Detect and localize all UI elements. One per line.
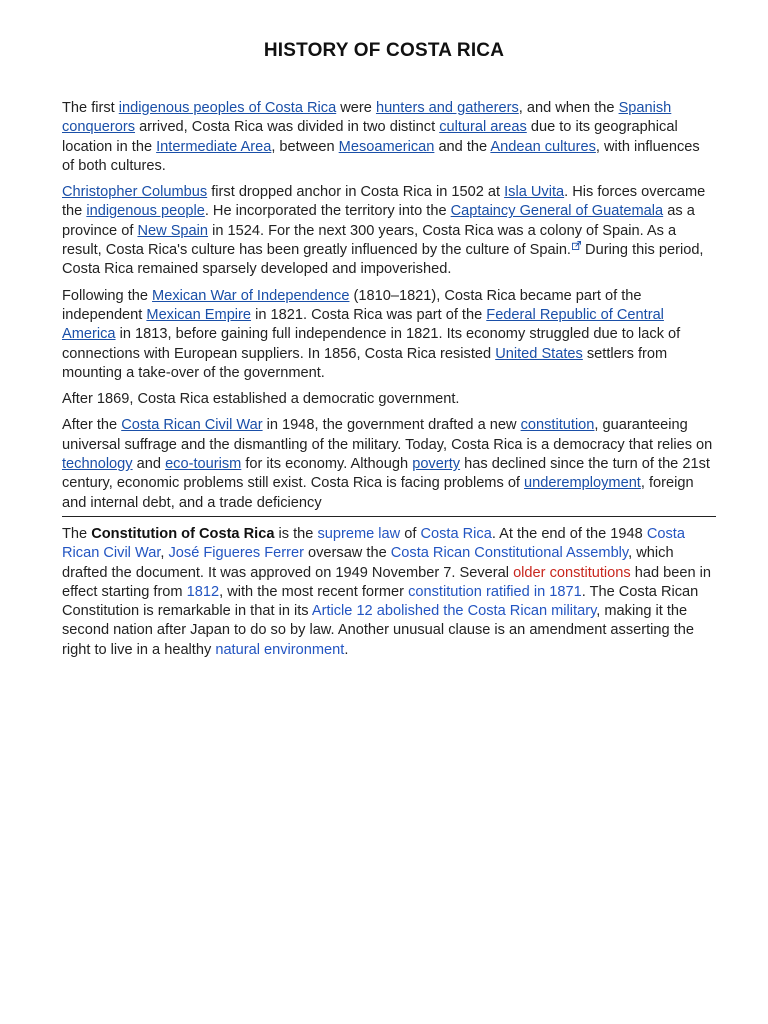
- link-mexican-empire[interactable]: Mexican Empire: [146, 306, 252, 323]
- link-mexican-war-independence[interactable]: Mexican War of Independence: [152, 287, 350, 304]
- text: ,: [160, 545, 169, 562]
- link-cultural-areas[interactable]: cultural areas: [439, 119, 527, 136]
- text: of: [400, 525, 421, 542]
- text: Following the: [62, 287, 153, 304]
- text: . At the end of the 1948: [491, 525, 647, 542]
- text: . The Costa Rican Constitution is remarkable in that in its: [62, 583, 699, 620]
- page-title: HISTORY OF COSTA RICA: [263, 40, 505, 61]
- link-isla-uvita[interactable]: Isla Uvita: [504, 184, 565, 201]
- link-hunters-gatherers[interactable]: hunters and gatherers: [375, 100, 519, 116]
- text: in 1524. For the next 300 years, Costa Rica was a colony of Spain. As a result, Costa Rica's culture has been greatly influenced by the culture of Spain.: [62, 222, 677, 259]
- external-link-icon[interactable]: [572, 241, 581, 250]
- link-technology[interactable]: technology: [62, 456, 133, 473]
- link-civil-war[interactable]: Costa Rican Civil War: [121, 417, 263, 434]
- text: is the: [274, 525, 318, 542]
- text: , and when the: [518, 100, 619, 116]
- text: for its economy. Although: [241, 456, 413, 473]
- text: The first: [62, 100, 119, 116]
- link-article-12[interactable]: Article 12 abolished the Costa Rican military: [311, 603, 597, 620]
- link-spanish[interactable]: Spanish: [618, 100, 672, 116]
- link-eco-tourism[interactable]: eco-tourism: [165, 456, 242, 473]
- link-indigenous-people[interactable]: indigenous people: [86, 203, 205, 220]
- paragraph-democracy: [62, 390, 714, 409]
- text: has declined since the turn of the 21st century, economic problems still exist. Costa Rica is facing problems of: [62, 456, 710, 492]
- link-united-states[interactable]: United States: [495, 345, 583, 362]
- text: due to its geographical location in the: [62, 119, 678, 155]
- text: . His forces overcame the: [62, 184, 706, 220]
- text: had been in effect starting from: [62, 564, 712, 600]
- text: , with the most recent former: [219, 583, 409, 600]
- text: After the: [62, 417, 122, 434]
- link-andean-cultures[interactable]: Andean cultures: [490, 138, 596, 155]
- link-christopher-columbus[interactable]: Christopher Columbus: [62, 184, 208, 201]
- section-divider: [62, 516, 716, 517]
- text: , guaranteeing universal suffrage and the dismantling of the military. Today, Costa Rica is a democracy that relies on: [62, 417, 713, 453]
- link-1812[interactable]: 1812: [186, 583, 220, 600]
- text: were: [336, 100, 376, 116]
- text: . He incorporated the territory into the: [204, 203, 451, 220]
- text: (1810–1821), Costa Rica became part of the independent: [62, 287, 642, 323]
- link-constitution[interactable]: constitution: [520, 417, 595, 434]
- text: , with influences of both cultures.: [62, 138, 700, 174]
- text: as a province of: [62, 203, 695, 239]
- article-body: [62, 99, 714, 660]
- link-natural-environment[interactable]: natural environment: [215, 641, 345, 658]
- redlink-older-constitutions[interactable]: older constitutions: [513, 564, 631, 581]
- paragraph-constitution: [62, 525, 714, 660]
- text: in 1813, before gaining full independence in 1821. Its economy struggled due to lack of connections with European suppliers. In 1856, Costa Rica resisted: [62, 326, 681, 362]
- bold-term: Constitution of Costa Rica: [91, 525, 275, 542]
- link-costa-rica[interactable]: Costa Rica: [420, 525, 492, 542]
- text: oversaw the: [303, 545, 391, 562]
- text: settlers from mounting a take-over of the government.: [62, 345, 668, 381]
- text: , between: [271, 138, 339, 155]
- paragraph-independence: [62, 287, 714, 383]
- paragraph-modern: [62, 416, 714, 512]
- link-federal-republic[interactable]: Federal Republic of Central America: [62, 306, 664, 343]
- text: and: [132, 456, 166, 473]
- link-poverty[interactable]: poverty: [412, 456, 461, 473]
- text: and the: [434, 138, 491, 155]
- text: in 1948, the government drafted a new: [262, 417, 521, 434]
- link-supreme-law[interactable]: supreme law: [317, 525, 401, 542]
- text: After 1869, Costa Rica established a democratic government.: [62, 391, 460, 408]
- link-intermediate-area[interactable]: Intermediate Area: [156, 138, 272, 155]
- link-costa-rican-civil-war[interactable]: Costa Rican Civil War: [62, 525, 685, 562]
- text: arrived, Costa Rica was divided in two distinct: [135, 119, 440, 136]
- text: During this period, Costa Rica remained sparsely developed and impoverished.: [62, 242, 704, 278]
- text: first dropped anchor in Costa Rica in 1502 at: [207, 184, 505, 201]
- link-jose-figueres-ferrer[interactable]: José Figueres Ferrer: [168, 545, 304, 562]
- text: , foreign and internal debt, and a trade deficiency: [62, 475, 694, 511]
- link-constitutional-assembly[interactable]: Costa Rican Constitutional Assembly: [390, 545, 629, 562]
- link-conquerors[interactable]: conquerors: [62, 119, 136, 136]
- link-indigenous-peoples[interactable]: indigenous peoples of Costa Rica: [118, 100, 337, 116]
- link-mesoamerican[interactable]: Mesoamerican: [338, 138, 435, 155]
- text: .: [344, 641, 349, 658]
- paragraph-origins: [62, 99, 714, 176]
- link-underemployment[interactable]: underemployment: [524, 475, 641, 492]
- paragraph-colonial: [62, 183, 714, 279]
- link-captaincy-general[interactable]: Captaincy General of Guatemala: [450, 203, 664, 220]
- text: , which drafted the document. It was approved on 1949 November 7. Several: [62, 545, 674, 581]
- text: in 1821. Costa Rica was part of the: [251, 306, 487, 323]
- link-constitution-1871[interactable]: constitution ratified in 1871: [408, 583, 582, 600]
- text: , making it the second nation after Japan to do so by law. Another unusual clause is an amendment asserting the right to live in a healthy: [62, 603, 694, 658]
- text: The: [62, 525, 92, 542]
- link-new-spain[interactable]: New Spain: [137, 222, 209, 239]
